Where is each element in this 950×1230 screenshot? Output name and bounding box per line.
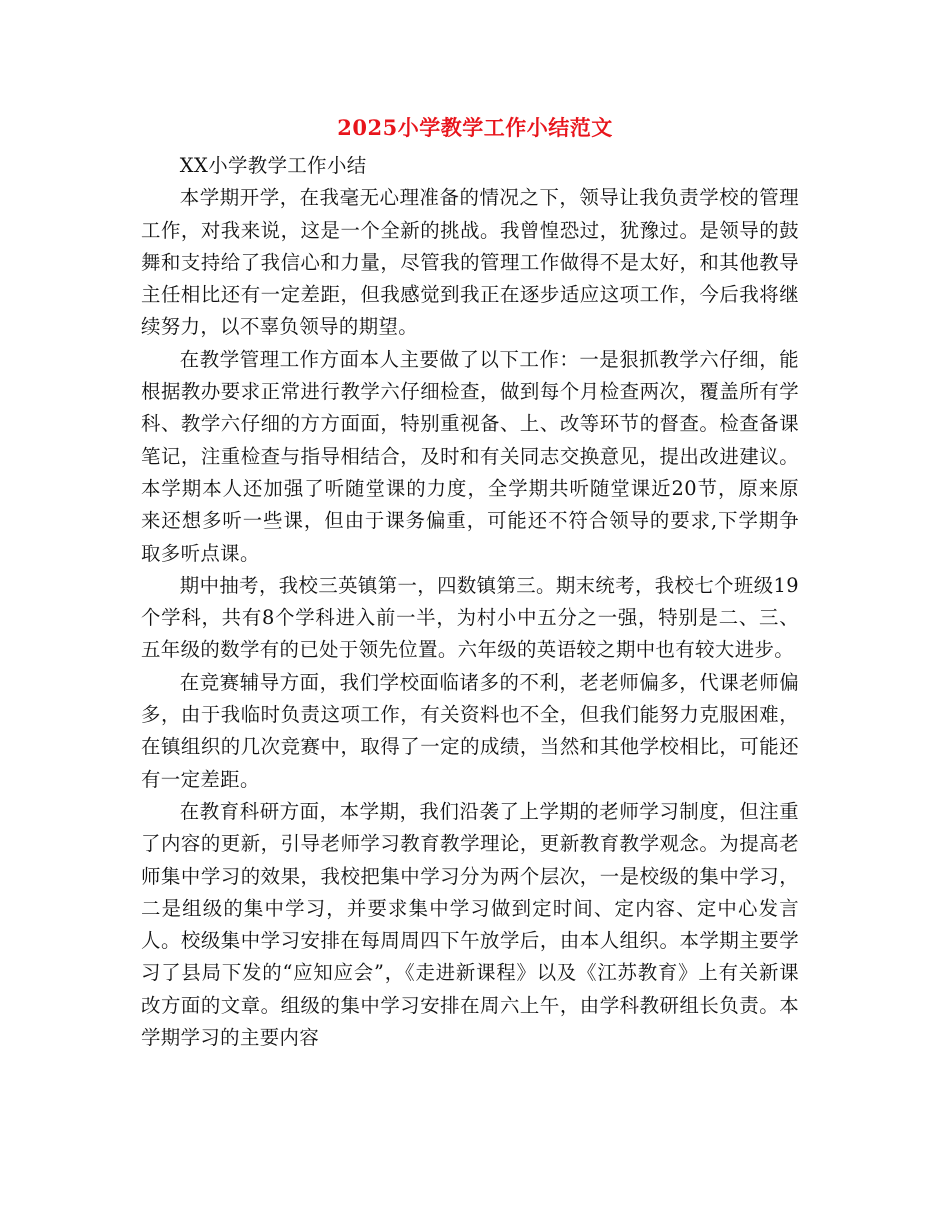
paragraph-subtitle: XX小学教学工作小结	[179, 154, 367, 177]
paragraph-exam-results: 期中抽考，我校三英镇第一，四数镇第三。期末统考，我校七个班级19个学科，共有8个学科进入前一半，为村小中五分之一强，特别是二、三、五年级的数学有的已处于领先位置。六年级的英语较之期中也有较大进步。	[141, 573, 799, 662]
paragraph-research: 在教育科研方面，本学期，我们沿袭了上学期的老师学习制度，但注重了内容的更新，引导老师学习教育教学理论，更新教育教学观念。为提高老师集中学习的效果，我校把集中学习分为两个层次，一是校级的集中学习，二是组级的集中学习，并要求集中学习做到定时间、定内容、定中心发言人。校级集中学习安排在每周周四下午放学后，由本人组织。本学期主要学习了县局下发的“应知应会”，《走进新课程》以及《江苏教育》上有关新课改方面的文章。组级的集中学习安排在周六上午，由学科教研组长负责。本学期学习的主要内容	[141, 799, 799, 1050]
paragraph-competition: 在竞赛辅导方面，我们学校面临诸多的不利，老老师偏多，代课老师偏多，由于我临时负责这项工作，有关资料也不全，但我们能努力克服困难，在镇组织的几次竞赛中，取得了一定的成绩，当然和其他学校相比，可能还有一定差距。	[141, 670, 799, 791]
document-title: 2025小学教学工作小结范文	[337, 115, 613, 140]
paragraph-teaching-management: 在教学管理工作方面本人主要做了以下工作：一是狠抓教学六仔细，能根据教办要求正常进行教学六仔细检查，做到每个月检查两次，覆盖所有学科、教学六仔细的方方面面，特别重视备、上、改等环节的督查。检查备课笔记，注重检查与指导相结合，及时和有关同志交换意见，提出改进建议。本学期本人还加强了听随堂课的力度，全学期共听随堂课近20节，原来原来还想多听一些课，但由于课务偏重，可能还不符合领导的要求,下学期争取多听点课。	[141, 347, 799, 565]
paragraph-intro: 本学期开学，在我毫无心理准备的情况之下，领导让我负责学校的管理工作，对我来说，这是一个全新的挑战。我曾惶恐过，犹豫过。是领导的鼓舞和支持给了我信心和力量，尽管我的管理工作做得不是太好，和其他教导主任相比还有一定差距，但我感觉到我正在逐步适应这项工作，今后我将继续努力，以不辜负领导的期望。	[141, 186, 799, 339]
document-body	[141, 150, 799, 1054]
